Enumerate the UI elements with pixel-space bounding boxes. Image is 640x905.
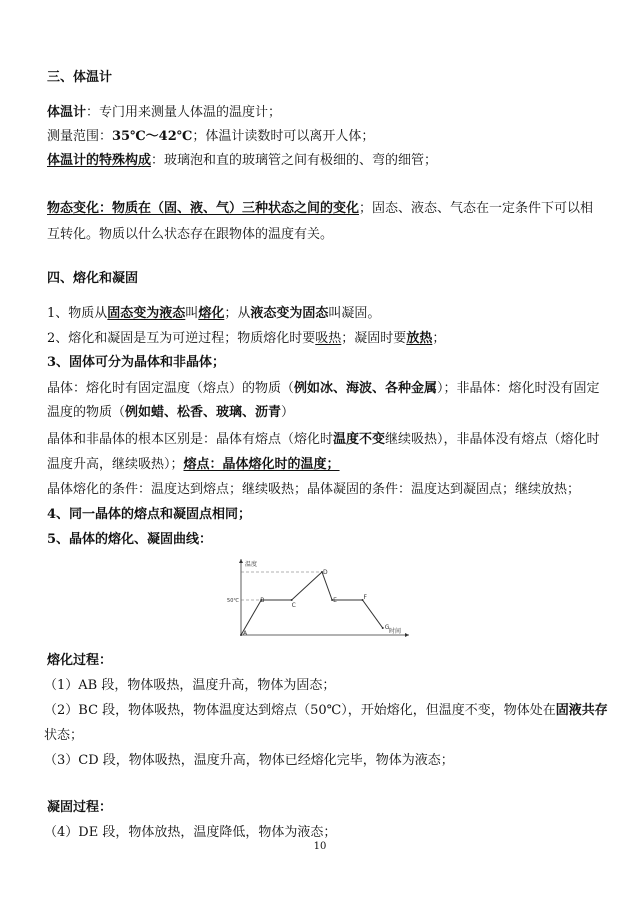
- point-label-c: C: [291, 602, 296, 609]
- y-axis-arrow: [239, 559, 243, 563]
- chart-labels: [227, 560, 401, 637]
- point-label-d: D: [323, 569, 328, 576]
- term-absorb-heat: 吸热: [315, 331, 342, 346]
- thermometer-definition: [47, 105, 595, 121]
- term-state-change: 物态变化：物质在（固、液、气）三种状态之间的变化: [47, 201, 360, 216]
- text: 晶体和非晶体的根本区别是：晶体有熔点（熔化时: [47, 432, 334, 447]
- text: 温度升高，继续吸热）；: [47, 457, 184, 472]
- text: 叫凝固。: [328, 306, 381, 321]
- text: 2、熔化和凝固是互为可逆过程；物质熔化时要: [47, 331, 316, 346]
- y-tick-label: 50℃: [227, 598, 239, 604]
- solidification-process-heading: 凝固过程：: [47, 800, 113, 815]
- chart-guides: [241, 572, 322, 600]
- text: 晶体：熔化时有固定温度（熔点）的物质（: [47, 381, 295, 396]
- term-release-heat: 放热: [406, 331, 433, 346]
- text: ：专门用来测量人体温的温度计；: [86, 105, 282, 120]
- text: ；: [432, 331, 446, 346]
- x-axis-label: 时间: [389, 628, 402, 635]
- point-a: [240, 634, 242, 636]
- special-structure: [47, 153, 595, 169]
- term-thermometer: 体温计: [47, 105, 87, 120]
- point-c: [291, 599, 293, 601]
- state-change-continued: 互转化。物质以什么状态存在跟物体的温度有关。: [47, 227, 334, 242]
- section-3-heading: 三、体温计: [47, 70, 113, 85]
- range-value: 35℃～42℃: [112, 129, 193, 144]
- text: ；固态、液态、气态在一定条件下可以相: [359, 201, 594, 216]
- text: 继续吸热），非晶体没有熔点（熔化时: [385, 432, 600, 447]
- amorphous-definition: [47, 405, 595, 421]
- term-special-structure: 体温计的特殊构成: [47, 153, 152, 168]
- melting-solidification-curve: [225, 557, 415, 643]
- page-number: 10: [313, 841, 327, 852]
- conditions: 晶体熔化的条件：温度达到熔点；继续吸热；晶体凝固的条件：温度达到凝固点；继续放热；: [47, 482, 581, 497]
- melting-definition: [47, 306, 595, 322]
- melting-process-heading: 熔化过程：: [47, 653, 113, 668]
- measurement-range: [47, 129, 595, 145]
- melting-step-1: （1）AB 段，物体吸热，温度升高，物体为固态；: [44, 678, 336, 693]
- curve-heading: 5、晶体的熔化、凝固曲线：: [47, 532, 213, 547]
- state-change-definition: [47, 201, 595, 217]
- melting-step-3: （3）CD 段，物体吸热，温度升高，物体已经熔化完毕，物体为液态；: [44, 753, 454, 768]
- crystal-examples: 例如冰、海波、各种金属: [294, 381, 438, 396]
- term-coexist: 固液共存: [555, 703, 608, 718]
- y-axis-label: 温度: [245, 561, 258, 568]
- text: 温度的物质（: [47, 405, 126, 420]
- x-axis-arrow: [405, 633, 409, 637]
- melting-step-2-continued: 状态；: [44, 728, 84, 743]
- solidification-step-4: （4）DE 段，物体放热，温度降低，物体为液态；: [44, 825, 337, 840]
- fundamental-difference-continued: [47, 457, 595, 473]
- term-solid-to-liquid: 固态变为液态: [107, 306, 186, 321]
- point-label-g: G: [384, 624, 390, 631]
- amorphous-examples: 例如蜡、松香、玻璃、沥青: [125, 405, 282, 420]
- term-liquid-to-solid: 液态变为固态: [250, 306, 329, 321]
- text: ）；非晶体：熔化时没有固定: [437, 381, 600, 396]
- melting-step-2: [44, 703, 608, 719]
- text: ；体温计读数时可以离开人体；: [192, 129, 375, 144]
- point-label-b: B: [260, 597, 265, 604]
- crystal-definition: [47, 381, 600, 397]
- text: 测量范围：: [47, 129, 113, 144]
- text: 叫: [185, 306, 199, 321]
- text: ；从: [224, 306, 251, 321]
- text: （2）BC 段，物体吸热，物体温度达到熔点（50℃），开始熔化，但温度不变，物体处在: [44, 703, 556, 718]
- point-label-f: F: [363, 594, 367, 601]
- text: ；凝固时要: [341, 331, 407, 346]
- text: ）: [281, 405, 295, 420]
- reversible-process: [47, 331, 595, 347]
- fundamental-difference: [47, 432, 600, 448]
- solid-types: 3、固体可分为晶体和非晶体；: [47, 355, 226, 370]
- term-temp-constant: 温度不变: [333, 432, 386, 447]
- same-point: 4、同一晶体的熔点和凝固点相同；: [47, 507, 252, 522]
- point-label-e: E: [333, 597, 337, 604]
- text: 1、物质从: [47, 306, 108, 321]
- term-melting: 熔化: [198, 306, 225, 321]
- point-g: [382, 627, 384, 629]
- section-4-heading: 四、熔化和凝固: [47, 271, 139, 286]
- point-label-a: A: [243, 630, 248, 637]
- text: ：玻璃泡和直的玻璃管之间有极细的、弯的细管；: [151, 153, 438, 168]
- term-melting-point: 熔点：晶体熔化时的温度；: [183, 457, 340, 472]
